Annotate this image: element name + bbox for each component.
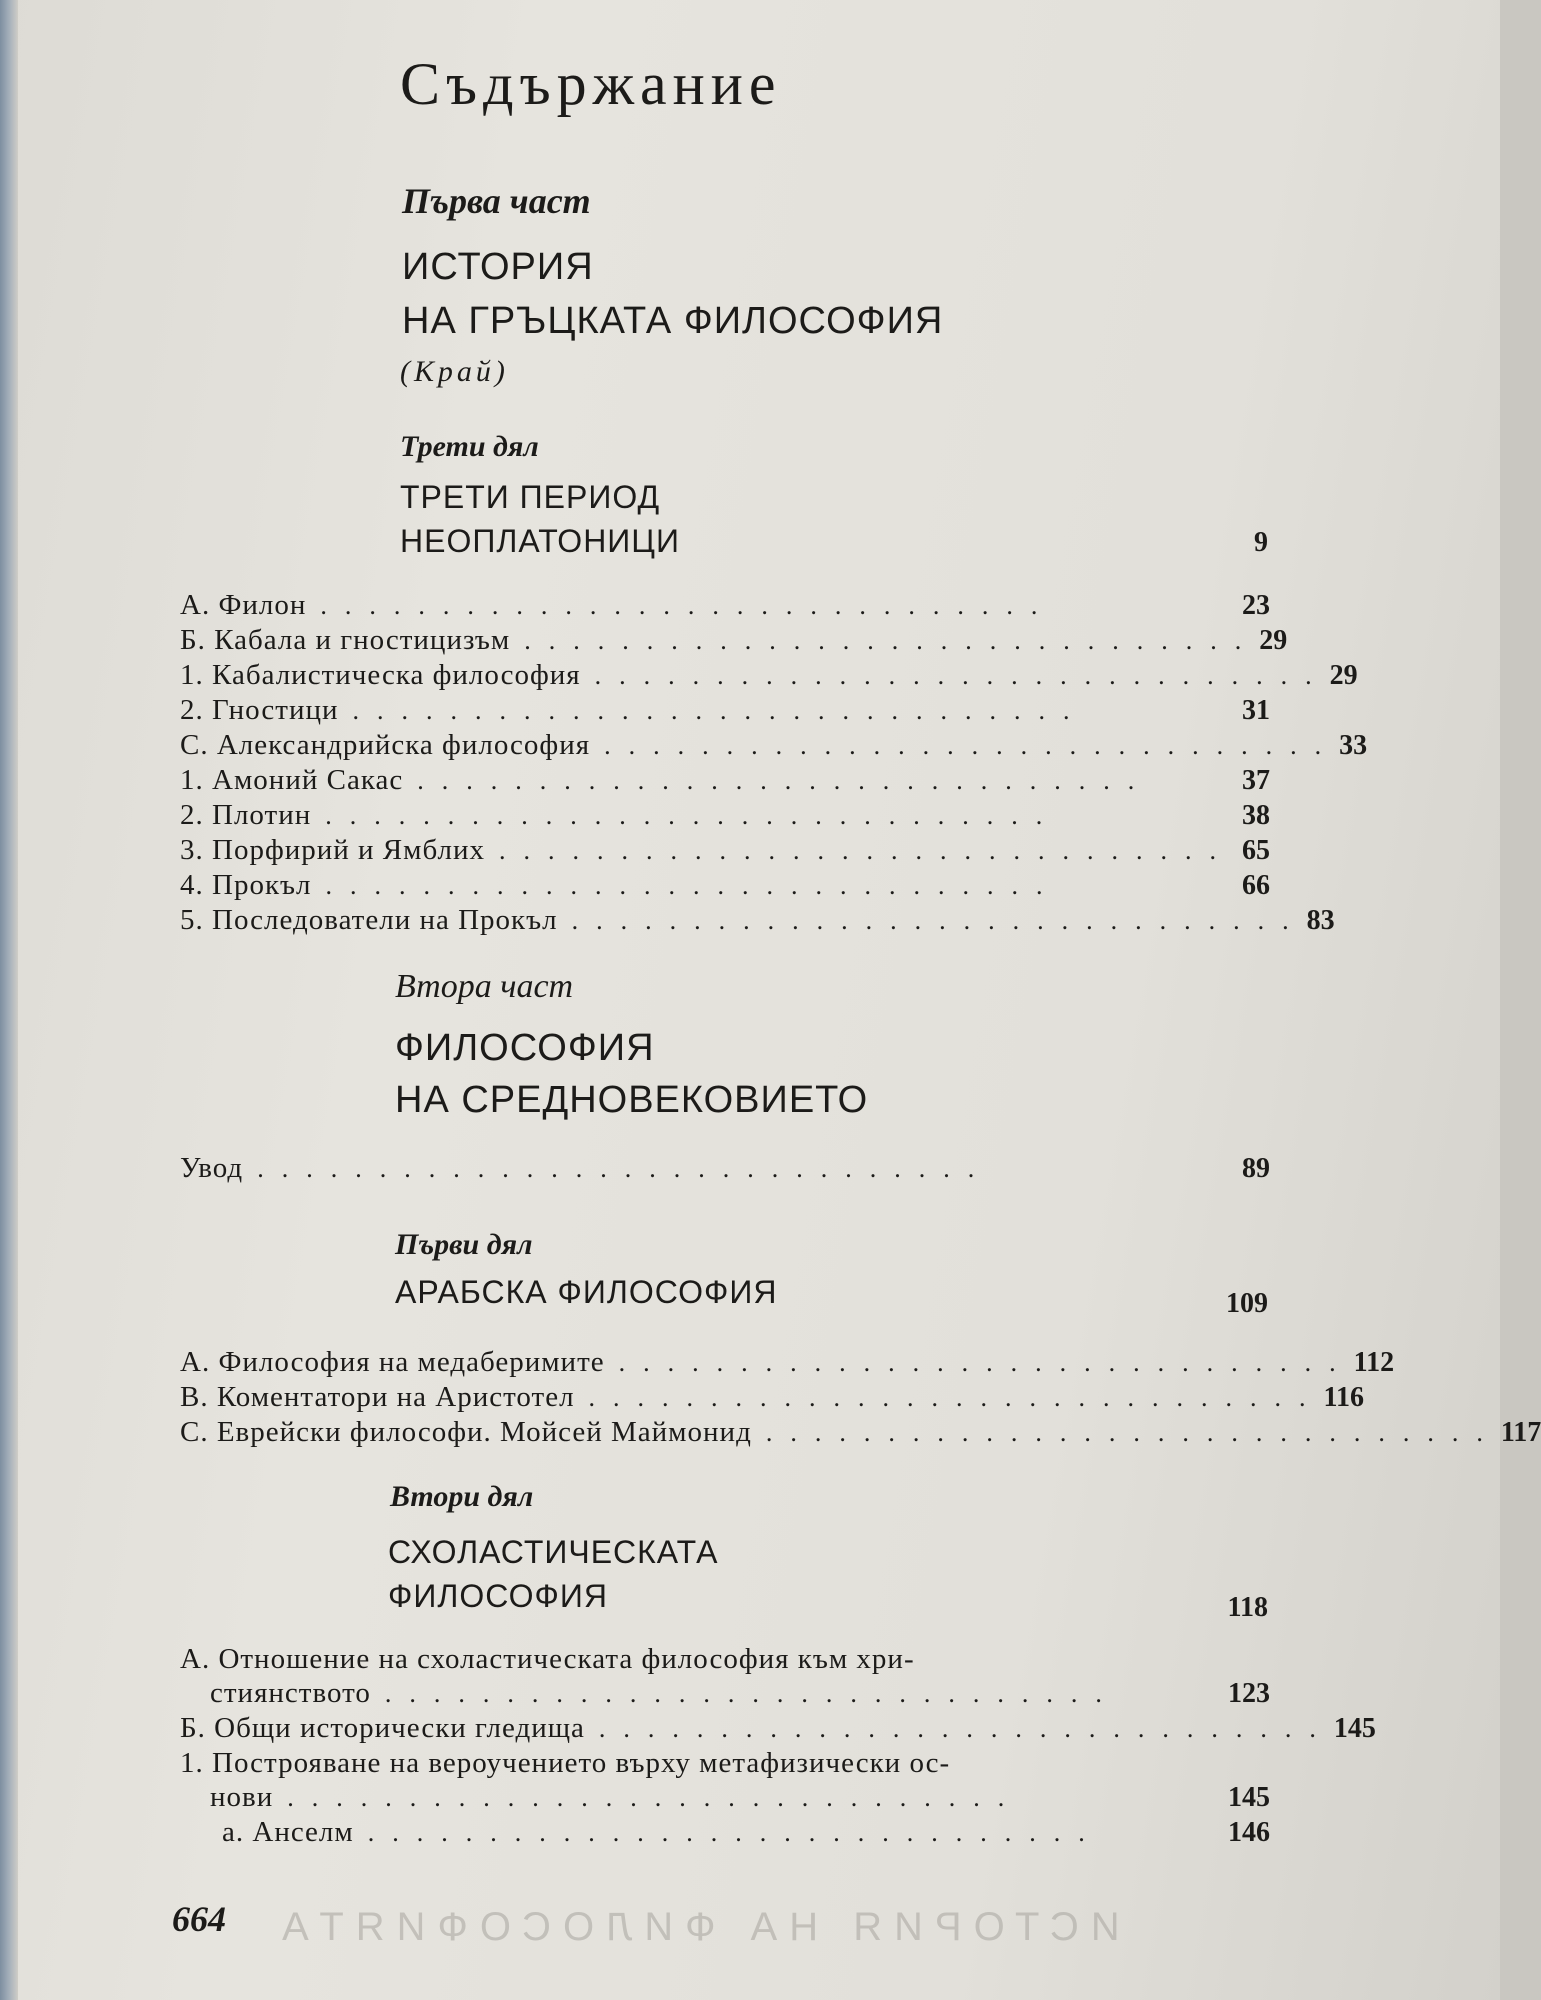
toc-entry: 3. Порфирий и Ямблих .............................. 65 — [180, 834, 1270, 866]
toc-entry-page: 23 — [1242, 590, 1270, 621]
toc-entry: 2. Гностици .............................. 31 — [180, 694, 1270, 726]
toc-entry-page: 116 — [1323, 1382, 1365, 1413]
page-edge — [0, 0, 18, 2000]
part2-label: Втора част — [395, 968, 574, 1005]
toc-entry-text: 4. Прокъл — [180, 869, 312, 901]
part2-section2-toc — [180, 1643, 1376, 1851]
toc-entry-page: 145 — [1333, 1713, 1376, 1744]
toc-entry: 1. Кабалистическа философия .............................. 29 — [180, 659, 1358, 691]
toc-entry-text: нови — [210, 1781, 274, 1813]
part1-section-title-line2: НЕОПЛАТОНИЦИ — [400, 523, 680, 559]
toc-entry-text: С. Александрийска философия — [180, 729, 591, 761]
part2-section1-toc — [180, 1346, 1541, 1451]
toc-entry: 5. Последователи на Прокъл .............................. 83 — [180, 904, 1335, 936]
toc-entry-page: 33 — [1339, 730, 1368, 761]
toc-entry-page: 117 — [1500, 1417, 1541, 1448]
toc-entry: А. Философия на медаберимите .............................. 112 — [180, 1346, 1395, 1378]
toc-entry-text: 1. Амоний Сакас — [180, 764, 404, 796]
toc-entry-page: 146 — [1228, 1817, 1270, 1848]
page-number: 664 — [172, 1899, 226, 1939]
toc-entry: 1. Амоний Сакас .............................. 37 — [180, 764, 1270, 796]
toc-entry: нови .............................. 145 — [180, 1781, 1270, 1816]
toc-entry-text: 3. Порфирий и Ямблих — [180, 834, 486, 866]
toc-entry-text: Увод — [180, 1152, 244, 1184]
part2-section2-title-line1: СХОЛАСТИЧЕСКАТА — [388, 1534, 719, 1570]
toc-entry-page: 123 — [1228, 1678, 1270, 1709]
part1-title-line1: ИСТОРИЯ — [402, 246, 594, 288]
toc-entry-page: 89 — [1242, 1153, 1270, 1184]
part2-section2-title-line2: ФИЛОСОФИЯ — [388, 1578, 608, 1614]
toc-entry-line: 1. Построяване на вероучението върху метафизически ос- — [180, 1747, 951, 1779]
toc-entry-page: 145 — [1228, 1782, 1270, 1813]
toc-entry-text: 2. Гностици — [180, 694, 339, 726]
toc-entry-text: Б. Общи исторически гледища — [180, 1712, 585, 1744]
part1-section-label: Трети дял — [400, 430, 539, 463]
toc-entry-page: 37 — [1242, 765, 1270, 796]
toc-entry: 4. Прокъл .............................. 66 — [180, 869, 1270, 901]
part2-section1-title: АРАБСКА ФИЛОСОФИЯ — [395, 1274, 778, 1310]
part2-title-line1: ФИЛОСОФИЯ — [395, 1027, 655, 1069]
toc-entry-text: 5. Последователи на Прокъл — [180, 904, 558, 936]
toc-entry-page: 66 — [1242, 870, 1270, 901]
toc-entry: С. Александрийска философия .............................. 33 — [180, 729, 1368, 761]
toc-entry-text: А. Филон — [180, 589, 307, 621]
toc-entry-text: А. Философия на медаберимите — [180, 1346, 605, 1378]
toc-entry-text: а. Анселм — [222, 1816, 354, 1848]
toc-entry-page: 38 — [1242, 800, 1270, 831]
toc-entry: а. Анселм .............................. 146 — [180, 1816, 1270, 1851]
toc-entry-text: В. Коментатори на Аристотел — [180, 1381, 575, 1413]
part1-section-page: 9 — [1254, 527, 1268, 558]
toc-entry: стиянството .............................. 123 — [180, 1677, 1270, 1712]
part2-section2-page: 118 — [1227, 1592, 1268, 1623]
toc-entry-text: стиянството — [210, 1677, 371, 1709]
part1-title-line2: НА ГРЪЦКАТА ФИЛОСОФИЯ — [402, 300, 944, 342]
part2-intro — [180, 1152, 1270, 1192]
show-through-text: ИСТОРИЯ НА ФИЛОСОФИЯТА — [270, 1905, 1120, 1949]
toc-entry: С. Еврейски философи. Мойсей Маймонид .............................. 117 — [180, 1416, 1541, 1448]
toc-entry: 2. Плотин .............................. 38 — [180, 799, 1270, 831]
toc-entry: А. Филон .............................. 23 — [180, 589, 1270, 621]
toc-entry: Б. Кабала и гностицизъм .............................. 29 — [180, 624, 1288, 656]
part1-label: Първа част — [402, 181, 591, 221]
toc-entry-page: 29 — [1259, 625, 1288, 656]
page-title: Съдържание — [400, 51, 782, 117]
part1-title — [402, 240, 943, 348]
toc-entry-line: А. Отношение на схоластическата философия към хри- — [180, 1643, 915, 1675]
part2-section1-label: Първи дял — [395, 1228, 533, 1261]
toc-entry-page: 29 — [1329, 660, 1358, 691]
toc-entry-text: 2. Плотин — [180, 799, 312, 831]
toc-entry-page: 31 — [1242, 695, 1270, 726]
part2-section2-title — [388, 1530, 718, 1618]
toc-entry-text: С. Еврейски философи. Мойсей Маймонид — [180, 1416, 752, 1448]
toc-entry: В. Коментатори на Аристотел .............................. 116 — [180, 1381, 1365, 1413]
part1-subtitle: (Край) — [400, 355, 509, 388]
part2-section1-page: 109 — [1226, 1288, 1268, 1319]
toc-entry-page: 83 — [1306, 905, 1335, 936]
toc-entry: Увод .............................. 89 — [180, 1152, 1270, 1184]
toc-entry-page: 112 — [1353, 1347, 1395, 1378]
part1-toc — [180, 589, 1368, 939]
part1-section-title — [400, 475, 680, 563]
part1-section-title-line1: ТРЕТИ ПЕРИОД — [400, 479, 661, 515]
part2-section2-label: Втори дял — [390, 1480, 534, 1513]
toc-entry-text: 1. Кабалистическа философия — [180, 659, 581, 691]
part2-title-line2: НА СРЕДНОВЕКОВИЕТО — [395, 1079, 869, 1121]
toc-entry-text: Б. Кабала и гностицизъм — [180, 624, 511, 656]
toc-entry: Б. Общи исторически гледища .............................. 145 — [180, 1712, 1376, 1744]
part2-title — [395, 1022, 868, 1126]
toc-entry-page: 65 — [1242, 835, 1270, 866]
